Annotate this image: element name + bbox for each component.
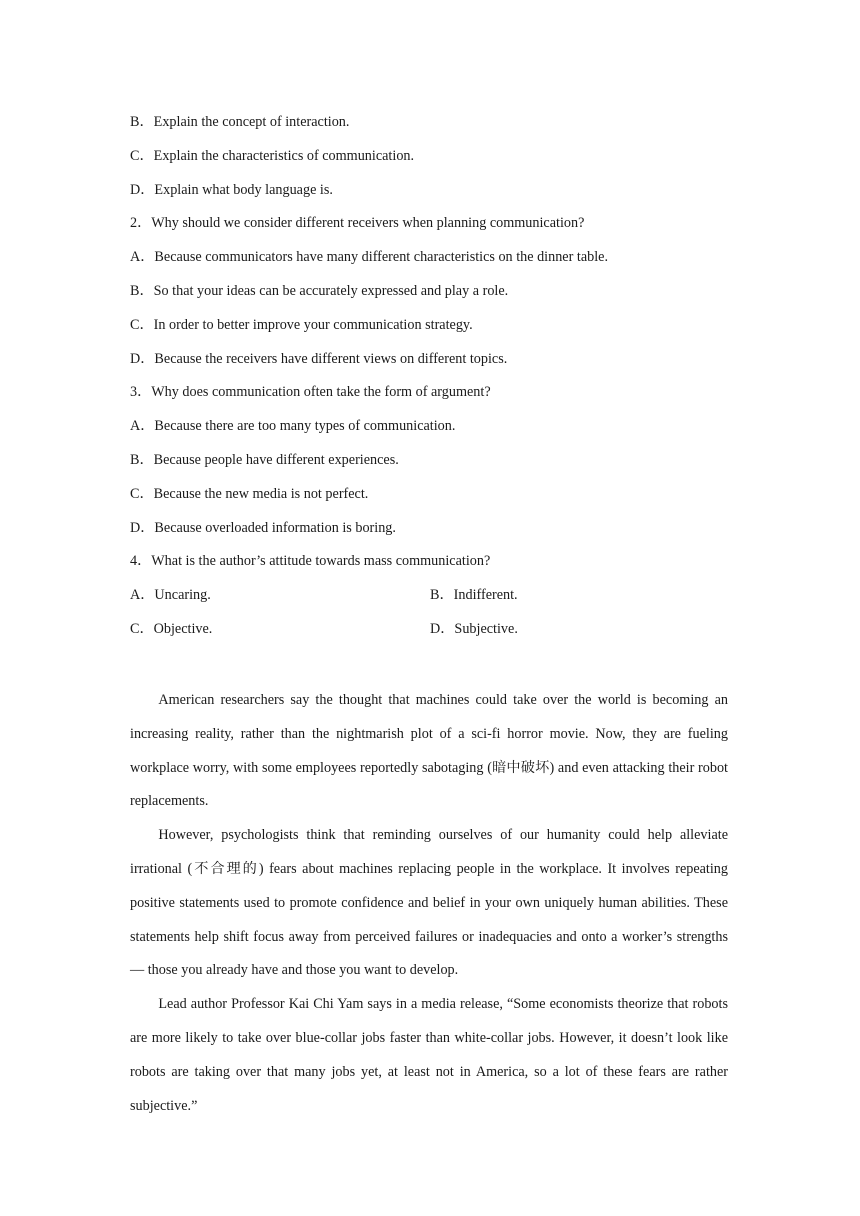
- q4-options-row-2: [130, 617, 730, 651]
- q3-option-c: C．Because the new media is not perfect.: [130, 485, 369, 502]
- q3-stem: 3．Why does communication often take the form of argument?: [130, 384, 491, 401]
- q4-option-b: B．Indifferent.: [430, 587, 518, 604]
- reading-passage: [130, 684, 728, 1123]
- q4-option-a: A．Uncaring.: [130, 587, 211, 604]
- q3-option-b: B．Because people have different experiences.: [130, 451, 399, 468]
- q1-option-b: B．Explain the concept of interaction.: [130, 114, 350, 130]
- passage-paragraph-2: However, psychologists think that reminding ourselves of our humanity could help alleviate irrational (不合理的) fears about machines replacing people in the workplace. It involves repeating positive statements used to promote confidence and belief in your own uniquely human abilities. These statements help shift focus away from perceived failures or inadequacies and onto a worker’s strengths — those you already have and those you want to develop.: [130, 827, 728, 979]
- q4-options-row-1: [130, 583, 730, 617]
- q3-option-a: A．Because there are too many types of communication.: [130, 418, 456, 435]
- q2-option-d: D．Because the receivers have different views on different topics.: [130, 350, 508, 367]
- q2-option-c: C．In order to better improve your communication strategy.: [130, 316, 473, 333]
- q2-stem: 2．Why should we consider different receivers when planning communication?: [130, 215, 585, 232]
- q2-option-b: B．So that your ideas can be accurately expressed and play a role.: [130, 282, 509, 299]
- q1-option-d: D．Explain what body language is.: [130, 181, 333, 198]
- q4-option-c: C．Objective.: [130, 620, 213, 637]
- q2-option-a: A．Because communicators have many different characteristics on the dinner table.: [130, 249, 608, 266]
- passage-paragraph-1: American researchers say the thought that machines could take over the world is becoming an increasing reality, rather than the nightmarish plot of a sci-fi horror movie. Now, they are fueling workplace worry, with some employees reportedly sabotaging (暗中破坏) and even attacking their robot replacements.: [130, 692, 728, 810]
- q1-option-c: C．Explain the characteristics of communication.: [130, 147, 415, 164]
- question-block: [130, 110, 730, 651]
- q4-option-d: D．Subjective.: [430, 620, 518, 637]
- q3-option-d: D．Because overloaded information is boring.: [130, 519, 396, 536]
- passage-paragraph-3: Lead author Professor Kai Chi Yam says in a media release, “Some economists theorize that robots are more likely to take over blue-collar jobs faster than white-collar jobs. However, it doesn’t look like robots are taking over that many jobs yet, at least not in America, so a lot of these fears are rather subjective.”: [130, 996, 728, 1114]
- q4-stem: 4．What is the author’s attitude towards mass communication?: [130, 553, 491, 570]
